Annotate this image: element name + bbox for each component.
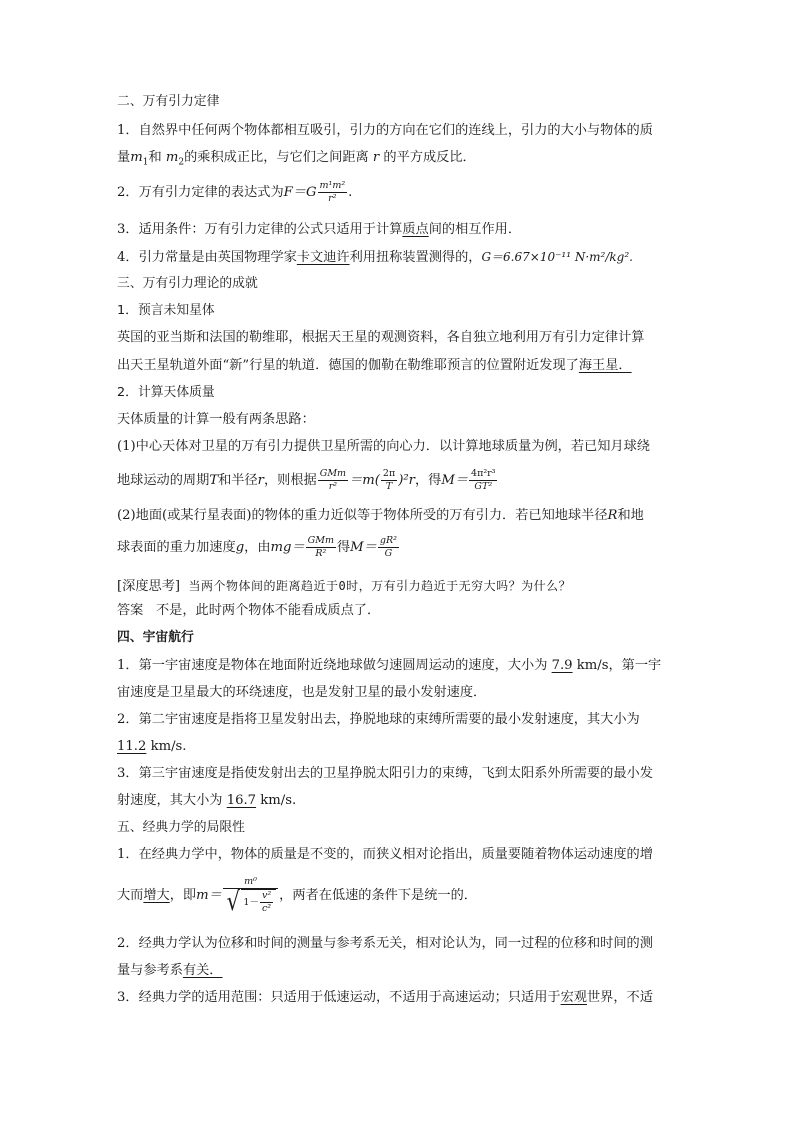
paragraph-line: (1)中心天体对卫星的万有引力提供卫星所需的向心力．以计算地球质量为例，若已知月球绕 xyxy=(117,439,650,454)
underlined-answer: 宏观 xyxy=(560,990,587,1005)
fraction xyxy=(318,180,348,205)
denominator: R² xyxy=(315,548,327,559)
text: 的乘积成正比，与它们之间距离 xyxy=(184,150,369,165)
text: ，即 xyxy=(169,888,197,903)
paragraph-line xyxy=(117,656,661,676)
paragraph-line xyxy=(117,737,186,757)
paragraph-line: 3．第三宇宙速度是指使发射出去的卫星挣脱太阳引力的束缚，飞到太阳系外所需要的最小发 xyxy=(117,766,653,781)
answer-text: 不是，此时两个物体不能看成质点了． xyxy=(155,603,381,618)
var-m1: m xyxy=(130,150,143,165)
formula-text: m＝ xyxy=(196,888,222,903)
fraction xyxy=(260,890,273,915)
numerator: 4π²r³ xyxy=(471,468,496,479)
numerator: GMm xyxy=(307,535,334,546)
numerator: v² xyxy=(261,890,272,901)
var-r: r xyxy=(257,473,264,488)
section-title-achievements: 三、万有引力理论的成就 xyxy=(117,276,258,291)
paragraph-line xyxy=(117,220,521,240)
numerator: m⁰ xyxy=(223,876,278,889)
text: 大而 xyxy=(117,888,144,903)
text: 间的相互作用． xyxy=(428,222,522,237)
text: 利用扭称装置测得的， xyxy=(349,250,482,265)
text: 3．适用条件：万有引力定律的公式只适用于计算 xyxy=(117,222,403,237)
paragraph-line: 英国的亚当斯和法国的勒维耶，根据天王星的观测资料，各自独立地利用万有引力定律计算 xyxy=(117,330,645,345)
fraction xyxy=(469,468,497,493)
numerator: 2π xyxy=(382,468,396,479)
paragraph-line xyxy=(117,148,476,173)
formula-text: )²r xyxy=(398,473,415,488)
radicand xyxy=(241,889,276,915)
paragraph-line: 天体质量的计算一般有两条思路： xyxy=(117,412,315,427)
underlined-answer: 16.7 xyxy=(226,793,257,808)
text: km/s，第一宇 xyxy=(576,658,662,673)
deep-thinking-question xyxy=(117,576,571,597)
denominator-sqrt xyxy=(223,889,278,915)
gravitational-constant: G＝6.67×10⁻¹¹ N·m²/kg². xyxy=(481,250,633,264)
fraction xyxy=(318,468,348,493)
formula-line-surface xyxy=(117,535,400,560)
underlined-answer: 质点 xyxy=(402,222,429,237)
text: 射速度，其大小为 xyxy=(117,793,223,808)
underlined-answer: 海王星． xyxy=(578,358,632,373)
text: 球表面的重力加速度 xyxy=(117,540,236,555)
text: 4．引力常量是由英国物理学家 xyxy=(117,250,297,265)
fraction xyxy=(223,876,278,915)
deep-thinking-label: [深度思考] xyxy=(117,579,181,594)
formula-line-gravitation xyxy=(117,180,352,205)
formula-text: M＝ xyxy=(441,473,469,488)
text: 量 xyxy=(117,150,131,165)
numerator: m¹m² xyxy=(319,180,346,191)
denominator: r² xyxy=(328,193,337,204)
paragraph-line: 1．自然界中任何两个物体都相互吸引，引力的方向在它们的连线上，引力的大小与物体的质 xyxy=(117,123,653,138)
section-title-space-flight: 四、宇宙航行 xyxy=(117,630,194,645)
text: 世界，不适 xyxy=(586,990,653,1005)
paragraph-line: 宙速度是卫星最大的环绕速度，也是发射卫星的最小发射速度． xyxy=(117,685,487,700)
underlined-answer: 增大 xyxy=(143,888,170,903)
text: 和地 xyxy=(617,508,644,523)
underlined-answer: 卡文迪许 xyxy=(296,250,350,265)
subscript: 2 xyxy=(178,157,185,168)
text: 和 xyxy=(148,150,162,165)
text: ，由 xyxy=(244,540,271,555)
denominator: T xyxy=(385,481,393,492)
text: 出天王星轨道外面“新”行星的轨道．德国的伽勒在勒维耶预言的位置附近发现了 xyxy=(117,358,579,373)
denominator: r² xyxy=(328,481,338,492)
text: ，两者在低速的条件下是统一的． xyxy=(279,888,477,903)
text: 量与参考系 xyxy=(117,963,183,978)
formula-lhs: F＝G xyxy=(283,185,317,200)
formula-text: M＝ xyxy=(350,540,377,555)
text: 和半径 xyxy=(218,473,258,488)
radical-sign: √ xyxy=(226,887,240,917)
paragraph-line xyxy=(117,988,653,1008)
text: 2．万有引力定律的表达式为 xyxy=(117,185,284,200)
denominator: GT² xyxy=(474,481,493,492)
answer-line xyxy=(117,601,380,621)
text: (2)地面(或某行星表面)的物体的重力近似等于物体所受的万有引力．若已知地球半径 xyxy=(117,508,608,523)
paragraph-line xyxy=(117,961,223,981)
formula-text: ＝m( xyxy=(349,473,380,488)
numerator: GMm xyxy=(319,468,347,479)
text: . xyxy=(348,185,353,200)
section-title-classical-limits: 五、经典力学的局限性 xyxy=(117,820,245,835)
subsection-title: 1．预言未知星体 xyxy=(117,303,215,318)
formula-line-orbit xyxy=(117,468,498,493)
paragraph-line: 2．经典力学认为位移和时间的测量与参考系无关，相对论认为，同一过程的位移和时间的测 xyxy=(117,936,653,951)
question-text: 当两个物体间的距离趋近于0时，万有引力趋近于无穷大吗？为什么？ xyxy=(188,579,572,593)
text: ，则根据 xyxy=(263,473,317,488)
fraction xyxy=(306,535,336,560)
formula-text: 1－ xyxy=(243,897,259,908)
text: 1．第一宇宙速度是物体在地面附近绕地球做匀速圆周运动的速度，大小为 xyxy=(117,658,548,673)
paragraph-line xyxy=(117,247,633,268)
var-R: R xyxy=(607,508,618,523)
underlined-answer: 7.9 xyxy=(551,658,573,673)
subscript: 1 xyxy=(142,157,149,168)
var-g: g xyxy=(235,540,245,555)
text: 得 xyxy=(336,540,351,555)
section-title-gravitation-law: 二、万有引力定律 xyxy=(117,94,220,109)
paragraph-line xyxy=(117,506,644,526)
var-r: r xyxy=(372,150,380,165)
text: ，得 xyxy=(414,473,442,488)
paragraph-line xyxy=(117,356,632,376)
text: 地球运动的周期 xyxy=(117,473,210,488)
text: km/s. xyxy=(150,739,187,754)
answer-label: 答案 xyxy=(117,603,144,618)
formula-text: mg＝ xyxy=(270,540,305,555)
text: 3．经典力学的适用范围：只适用于低速运动，不适用于高速运动；只适用于 xyxy=(117,990,561,1005)
subsection-title: 2．计算天体质量 xyxy=(117,385,215,400)
paragraph-line xyxy=(117,791,296,811)
fraction xyxy=(378,535,399,560)
fraction xyxy=(381,468,397,493)
paragraph-line: 2．第二宇宙速度是指将卫星发射出去，挣脱地球的束缚所需要的最小发射速度，其大小为 xyxy=(117,712,640,727)
text: km/s. xyxy=(260,793,297,808)
underlined-answer: 11.2 xyxy=(117,739,147,754)
underlined-answer: 有关． xyxy=(182,963,223,978)
formula-line-relativistic-mass xyxy=(117,872,477,920)
denominator: c² xyxy=(261,903,272,914)
paragraph-line: 1．在经典力学中，物体的质量是不变的，而狭义相对论指出，质量要随着物体运动速度的增 xyxy=(117,847,653,862)
text: 的平方成反比． xyxy=(383,150,476,165)
var-m2: m xyxy=(165,150,179,165)
denominator: G xyxy=(384,548,393,559)
var-T: T xyxy=(209,473,219,488)
numerator: gR² xyxy=(379,535,397,546)
